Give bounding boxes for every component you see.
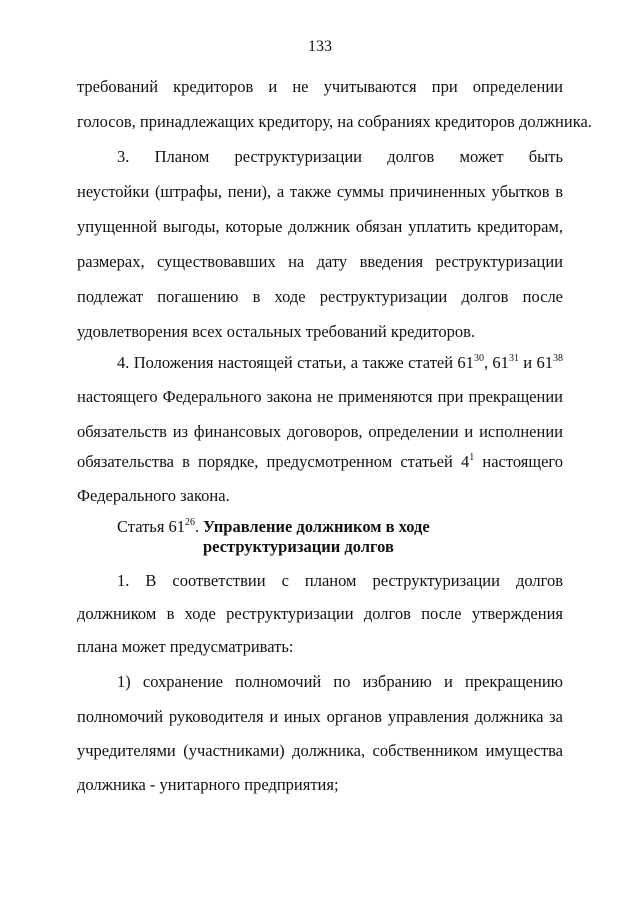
superscript: 1 bbox=[469, 452, 475, 463]
text-line: 3. Планом реструктуризации долгов может быть bbox=[117, 147, 563, 166]
article-title: Управление должником в ходе реструктуризации долгов bbox=[203, 517, 430, 556]
text-line: Федерального закона. bbox=[77, 486, 230, 505]
article-label-dot: . bbox=[195, 517, 200, 536]
superscript: 31 bbox=[508, 353, 519, 364]
text-segment: обязательства в порядке, предусмотренном статьей 4 bbox=[77, 452, 470, 471]
text-line: 1. В соответствии с планом реструктуризации долгов bbox=[117, 571, 563, 590]
text-line-with-superscript bbox=[77, 452, 563, 472]
article-label-text: Статья 61 bbox=[117, 517, 186, 536]
text-line: подлежат погашению в ходе реструктуризации долгов после bbox=[77, 287, 563, 306]
text-segment: настоящего bbox=[474, 452, 563, 471]
text-line: требований кредиторов и не учитываются при определении bbox=[77, 77, 563, 96]
page-number: 133 bbox=[308, 38, 332, 55]
text-line: удовлетворения всех остальных требований кредиторов. bbox=[77, 322, 476, 341]
superscript: 30 bbox=[473, 353, 484, 364]
text-line: упущенной выгоды, которые должник обязан уплатить кредиторам, bbox=[77, 217, 563, 236]
text-line: плана может предусматривать: bbox=[77, 637, 294, 656]
text-line: обязательств из финансовых договоров, определении и исполнении bbox=[77, 422, 563, 441]
text-segment: , 61 bbox=[483, 353, 509, 372]
text-line: должника - унитарного предприятия; bbox=[77, 775, 339, 794]
article-label bbox=[117, 517, 199, 537]
text-line: неустойки (штрафы, пени), а также суммы причиненных убытков в bbox=[77, 182, 563, 201]
text-line: настоящего Федерального закона не применяются при прекращении bbox=[77, 387, 563, 406]
text-line: размерах, существовавших на дату введения реструктуризации bbox=[77, 252, 563, 271]
text-line-with-superscripts bbox=[117, 353, 563, 373]
text-segment: и 61 bbox=[518, 353, 553, 372]
superscript: 38 bbox=[553, 353, 563, 364]
text-line: голосов, принадлежащих кредитору, на собраниях кредиторов должника. bbox=[77, 112, 592, 131]
text-line: 1) сохранение полномочий по избранию и прекращению bbox=[117, 672, 563, 691]
text-line: полномочий руководителя и иных органов управления должника за bbox=[77, 707, 563, 726]
text-line: должником в ходе реструктуризации долгов после утверждения bbox=[77, 604, 563, 623]
text-line: учредителями (участниками) должника, собственником имущества bbox=[77, 741, 563, 760]
text-segment: 4. Положения настоящей статьи, а также статей 61 bbox=[117, 353, 474, 372]
superscript: 26 bbox=[185, 517, 196, 528]
